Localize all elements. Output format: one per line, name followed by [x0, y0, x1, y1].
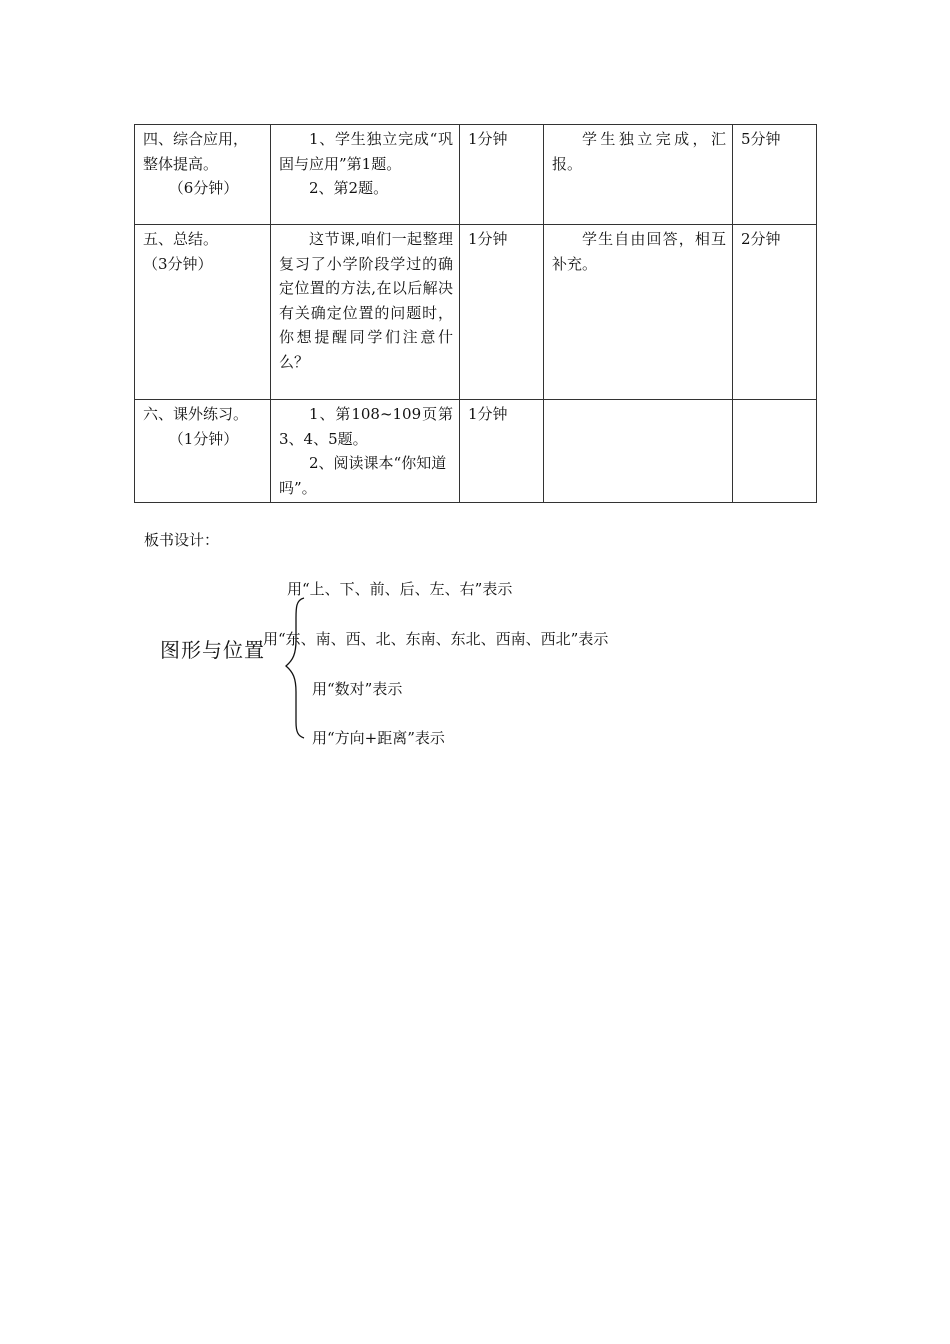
- stage-line: 整体提高。: [143, 154, 219, 173]
- board-item: 用“方向+距离”表示: [312, 729, 445, 747]
- student-activity: 学生自由回答，相互补充。: [552, 230, 726, 273]
- board-item: 用“上、下、前、后、左、右”表示: [287, 580, 513, 598]
- teacher-activity: 这节课,咱们一起整理复习了小学阶段学过的确定位置的方法,在以后解决有关确定位置的问题时，你想提醒同学们注意什么？: [279, 230, 453, 371]
- board-item: 用“数对”表示: [312, 680, 403, 698]
- student-time-cell: 5分钟: [733, 125, 817, 225]
- teacher-activity: 1、学生独立完成“巩固与应用”第1题。: [279, 130, 453, 173]
- stage-line: 五、总结。: [143, 230, 219, 248]
- board-main-topic: 图形与位置: [160, 638, 265, 662]
- board-item: 用“东、南、西、北、东南、东北、西南、西北”表示: [263, 630, 609, 648]
- stage-line: 六、课外练习。: [143, 405, 249, 423]
- teacher-time-cell: 1分钟: [460, 400, 544, 503]
- stage-duration: （6分钟）: [168, 179, 239, 197]
- stage-duration: （1分钟）: [168, 429, 239, 448]
- teacher-activity: 1、第108~109页第3、4、5题。: [279, 405, 453, 448]
- teacher-time-cell: 1分钟: [460, 225, 544, 400]
- board-design-heading: 板书设计：: [144, 531, 220, 549]
- stage-line: 四、综合应用，: [143, 130, 249, 148]
- student-activity: 学生独立完成，汇报。: [552, 130, 726, 173]
- teacher-activity: 2、阅读课本“你知道吗”。: [279, 454, 447, 497]
- student-time-cell: 2分钟: [733, 225, 817, 400]
- teacher-activity: 2、第2题。: [309, 179, 389, 197]
- teacher-time-cell: 1分钟: [460, 125, 544, 225]
- stage-duration: （3分钟）: [143, 254, 213, 273]
